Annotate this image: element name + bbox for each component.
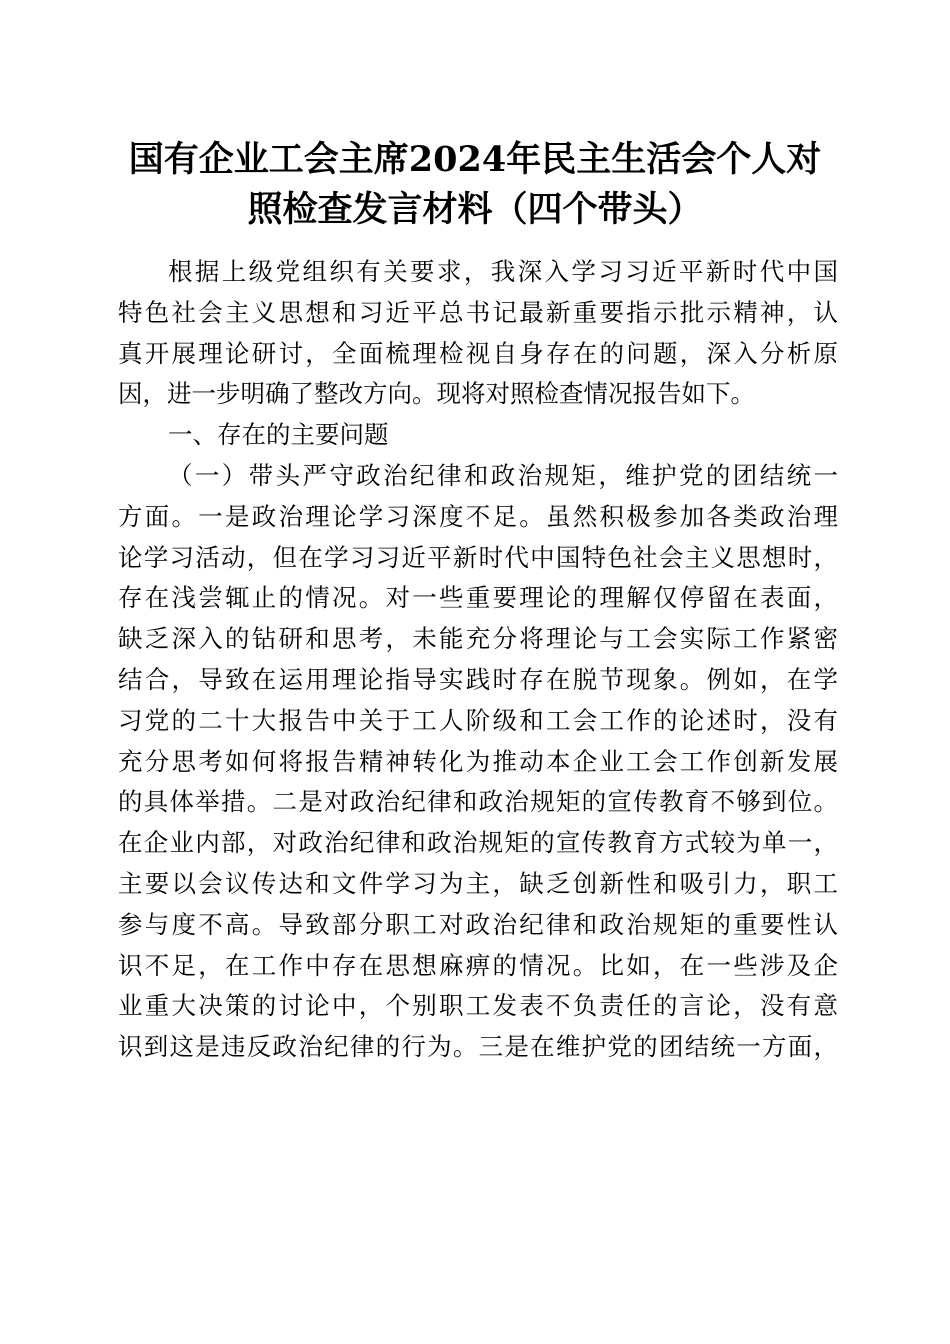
body-line: 真开展理论研讨，全面梳理检视自身存在的问题，深入分析原 — [118, 338, 838, 368]
body-line: （一）带头严守政治纪律和政治规矩，维护党的团结统一 — [168, 460, 838, 490]
body-line: 的具体举措。二是对政治纪律和政治规矩的宣传教育不够到位。 — [118, 787, 838, 817]
body-line: 主要以会议传达和文件学习为主，缺乏创新性和吸引力，职工 — [118, 868, 838, 898]
body-line: 方面。一是政治理论学习深度不足。虽然积极参加各类政治理 — [118, 501, 838, 531]
body-line: 识不足，在工作中存在思想麻痹的情况。比如，在一些涉及企 — [118, 950, 838, 980]
body-line: 识到这是违反政治纪律的行为。三是在维护党的团结统一方面， — [118, 1032, 838, 1062]
document-body — [118, 252, 838, 1068]
body-line: 缺乏深入的钻研和思考，未能充分将理论与工会实际工作紧密 — [118, 624, 838, 654]
body-line: 业重大决策的讨论中，个别职工发表不负责任的言论，没有意 — [118, 991, 838, 1021]
body-line: 在企业内部，对政治纪律和政治规矩的宣传教育方式较为单一， — [118, 828, 838, 858]
body-line: 参与度不高。导致部分职工对政治纪律和政治规矩的重要性认 — [118, 909, 838, 939]
body-line: 结合，导致在运用理论指导实践时存在脱节现象。例如，在学 — [118, 664, 838, 694]
body-line: 根据上级党组织有关要求，我深入学习习近平新时代中国 — [168, 257, 838, 286]
body-line: 论学习活动，但在学习习近平新时代中国特色社会主义思想时， — [118, 542, 838, 572]
body-line: 习党的二十大报告中关于工人阶级和工会工作的论述时，没有 — [118, 705, 838, 735]
body-line: 因，进一步明确了整改方向。现将对照检查情况报告如下。 — [118, 379, 755, 409]
body-line: 存在浅尝辄止的情况。对一些重要理论的理解仅停留在表面， — [118, 583, 838, 613]
body-line: 特色社会主义思想和习近平总书记最新重要指示批示精神，认 — [118, 297, 838, 327]
body-line: 充分思考如何将报告精神转化为推动本企业工会工作创新发展 — [118, 746, 838, 776]
title-line-1: 国有企业工会主席2024年民主生活会个人对 — [128, 139, 822, 180]
document-title — [100, 135, 850, 235]
section-heading: 一、存在的主要问题 — [168, 420, 389, 450]
title-line-2: 照检查发言材料（四个带头） — [247, 189, 703, 230]
